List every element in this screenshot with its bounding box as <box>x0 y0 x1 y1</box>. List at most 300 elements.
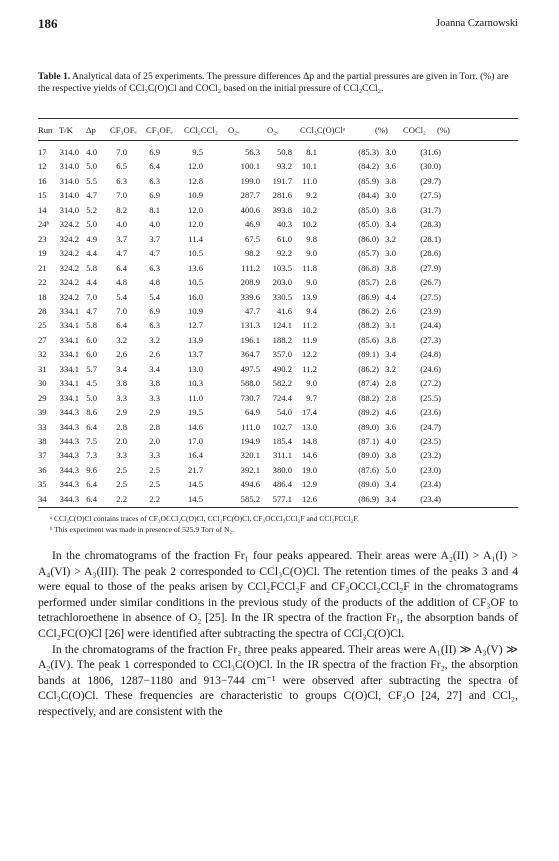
table-cell: 100.1 <box>240 161 260 172</box>
table-cell: 13.0 <box>187 363 203 374</box>
table-cell: 21.7 <box>187 464 203 475</box>
table-cell: 3.4 <box>385 349 396 360</box>
table-cell: (86.0) <box>358 233 379 244</box>
table-cell: 124.1 <box>272 320 292 331</box>
table-cell: 111.0 <box>241 421 260 432</box>
page-number: 186 <box>38 16 58 31</box>
table-cell: 2.8 <box>149 421 160 432</box>
table-cell: 324.2 <box>59 262 79 273</box>
table-cell: 4.0 <box>149 219 160 230</box>
table-cell: 30 <box>38 378 47 389</box>
table-cell: 10.2 <box>301 219 317 230</box>
table-cell: 13.0 <box>301 421 317 432</box>
table-cell: (87.6) <box>358 464 379 475</box>
table-row <box>0 393 559 404</box>
table-cell: 334.1 <box>59 349 79 360</box>
table-cell: 324.2 <box>59 277 79 288</box>
table-cell: (89.0) <box>358 450 379 461</box>
table-cell: (89.0) <box>358 421 379 432</box>
table-cell: 4.9 <box>86 233 97 244</box>
table-cell: 14.6 <box>301 450 317 461</box>
table-cell: 2.6 <box>149 349 160 360</box>
table-cell: 3.3 <box>149 450 160 461</box>
table-cell: 35 <box>38 479 47 490</box>
table-cell: 7.5 <box>86 436 97 446</box>
table-cell: 6.3 <box>149 320 160 331</box>
table-cell: (24.6) <box>420 363 441 374</box>
table-cell: 287.7 <box>240 190 260 201</box>
table-cell: 4.0 <box>116 219 127 230</box>
running-head: Joanna Czarnowski <box>436 18 518 29</box>
table-cell: 4.6 <box>385 407 396 418</box>
table-cell: 38 <box>38 436 47 446</box>
table-cell: 334.1 <box>59 392 79 403</box>
table-cell: 4.8 <box>116 277 127 288</box>
table-cell: 324.2 <box>59 233 79 244</box>
table-cell: 5.0 <box>86 219 97 230</box>
table-cell: 2.6 <box>116 349 127 360</box>
table-cell: (87.4) <box>358 378 379 389</box>
table-cell: 19.0 <box>301 464 317 475</box>
table-cell: 3.7 <box>149 233 160 244</box>
table-cell: 2.9 <box>116 407 127 418</box>
table-cell: 5.5 <box>86 175 97 186</box>
table-cell: 25 <box>38 320 47 331</box>
table-cell: 344.3 <box>59 436 79 446</box>
table-cell: 11.0 <box>302 175 317 186</box>
table-footnotes <box>38 513 518 535</box>
table-cell: 9.7 <box>306 392 317 403</box>
table-cell: 14.5 <box>187 479 203 490</box>
table-cell: 11.8 <box>302 262 317 273</box>
column-header: Δp <box>86 125 96 135</box>
table-cell: 2.0 <box>149 436 160 446</box>
table-cell: 4.7 <box>86 190 97 201</box>
table-label: Table 1. <box>38 71 71 82</box>
table-cell: 2.8 <box>385 378 396 389</box>
table-cell: 17.0 <box>187 436 203 446</box>
table-cell: 344.3 <box>59 493 79 504</box>
table-cell: 5.4 <box>149 291 160 302</box>
table-cell: 16.4 <box>187 450 203 461</box>
table-cell: 8.6 <box>86 407 97 418</box>
table-cell: (27.9) <box>420 262 441 273</box>
table-cell: (30.0) <box>420 161 441 172</box>
table-cell: 194.9 <box>240 436 260 446</box>
table-cell: 3.6 <box>385 421 396 432</box>
table-cell: 17 <box>38 147 47 157</box>
table-cell: 5.0 <box>86 392 97 403</box>
column-header: T/K <box>59 125 73 135</box>
column-header: (%) <box>437 125 450 135</box>
table-row <box>0 176 559 187</box>
table-row <box>0 465 559 476</box>
page-header <box>38 16 518 32</box>
body-text <box>38 548 518 720</box>
table-cell: 3.8 <box>149 378 160 389</box>
table-cell: 18 <box>38 291 47 302</box>
table-cell: 3.6 <box>385 161 396 172</box>
table-cell: 11.0 <box>188 392 203 403</box>
column-header: O₂ₑ <box>228 125 240 135</box>
table-cell: 14 <box>38 204 47 215</box>
column-header: CF₃OFₑ <box>146 125 173 135</box>
table-cell: (85.9) <box>358 175 379 186</box>
table-cell: 10.2 <box>301 204 317 215</box>
table-cell: 23 <box>38 233 47 244</box>
table-caption-text: Analytical data of 25 experiments. The pressure differences Δp and the partial pressures are given in Torr. (%) are the respective yields of CCl₃C(O)Cl and COCl₂ based on the initial pressure of CCl₂CCl₂. <box>38 71 509 94</box>
table-cell: 324.2 <box>59 291 79 302</box>
table-cell: 12.0 <box>187 219 203 230</box>
table-cell: 5.8 <box>86 262 97 273</box>
table-cell: 41.6 <box>276 305 292 316</box>
table-row <box>0 494 559 505</box>
table-cell: 6.5 <box>116 161 127 172</box>
table-cell: 54.0 <box>276 407 292 418</box>
table-cell: 3.2 <box>385 363 396 374</box>
table-cell: 203.0 <box>272 277 292 288</box>
table-cell: 14.6 <box>187 421 203 432</box>
table-cell: 15 <box>38 190 47 201</box>
table-row <box>0 436 559 447</box>
column-header: O₂ₑ <box>267 125 279 135</box>
table-cell: 36 <box>38 464 47 475</box>
table-cell: 199.0 <box>240 175 260 186</box>
table-cell: 3.8 <box>385 204 396 215</box>
table-cell: (85.6) <box>358 334 379 345</box>
table-cell: (24.7) <box>420 421 441 432</box>
table-cell: 3.1 <box>385 320 396 331</box>
table-cell: 324.2 <box>59 219 79 230</box>
table-cell: (84.4) <box>358 190 379 201</box>
table-cell: 5.0 <box>86 161 97 172</box>
table-cell: 330.5 <box>272 291 292 302</box>
table-cell: 9.0 <box>306 277 317 288</box>
table-cell: 3.4 <box>385 479 396 490</box>
table-cell: 13.9 <box>301 291 317 302</box>
table-cell: 4.7 <box>86 305 97 316</box>
table-cell: 7.0 <box>116 147 127 157</box>
table-cell: (27.2) <box>420 378 441 389</box>
table-cell: 92.2 <box>276 248 292 259</box>
table-cell: 27 <box>38 334 47 345</box>
table-cell: 4.4 <box>86 277 97 288</box>
table-row <box>0 306 559 317</box>
table-cell: (85.3) <box>358 147 379 157</box>
table-cell: 6.3 <box>116 175 127 186</box>
table-cell: 11.2 <box>302 363 317 374</box>
table-cell: 3.2 <box>385 233 396 244</box>
table-cell: 3.2 <box>116 334 127 345</box>
table-cell: 2.8 <box>385 392 396 403</box>
table-cell: (24.4) <box>420 320 441 331</box>
table-cell: 10.9 <box>187 305 203 316</box>
paragraph-1: In the chromatograms of the fraction Fr₁ four peaks appeared. Their areas were A₂(II) > A₁(I) > A₄(VI) > A₃(III). The peak 2 corresponded to CCl₃C(O)Cl. The retention times of the peaks 3 and 4 were equal to those of the peaks arisen by CCl₂FCCl₂F and CF₃OCCl₂CCl₂F in the chromatograms performed under similar conditions in the previous study of the products of the addition of CF₃OF to tetrachloroethene in absence of O₂ [25]. In the IR spectra of the fraction Fr₁, the absorption bands of CCl₂FC(O)Cl [26] were identified after subtracting the spectra of CCl₃C(O)Cl. <box>38 549 518 640</box>
table-cell: 4.4 <box>86 248 97 259</box>
table-cell: 5.4 <box>116 291 127 302</box>
table-cell: 334.1 <box>59 320 79 331</box>
table-cell: (89.0) <box>358 479 379 490</box>
table-cell: 4.4 <box>385 291 396 302</box>
table-cell: 4.8 <box>149 277 160 288</box>
table-cell: (23.6) <box>420 407 441 418</box>
table-cell: 344.3 <box>59 479 79 490</box>
table-cell: (28.1) <box>420 233 441 244</box>
table-cell: 3.4 <box>385 219 396 230</box>
table-cell: 6.4 <box>86 479 97 490</box>
table-cell: 9.2 <box>306 190 317 201</box>
table-cell: 7.3 <box>86 450 97 461</box>
table-cell: 111.2 <box>241 262 260 273</box>
table-cell: 5.7 <box>86 363 97 374</box>
table-row <box>0 263 559 274</box>
table-row <box>0 422 559 433</box>
table-cell: 3.7 <box>116 233 127 244</box>
table-cell: 28 <box>38 305 47 316</box>
table-cell: 9.0 <box>306 248 317 259</box>
table-cell: 494.6 <box>240 479 260 490</box>
table-cell: 2.2 <box>116 493 127 504</box>
table-cell: 50.8 <box>276 147 292 157</box>
table-cell: 344.3 <box>59 421 79 432</box>
table-cell: 11.2 <box>302 320 317 331</box>
table-cell: (27.3) <box>420 334 441 345</box>
table-cell: 10.5 <box>187 248 203 259</box>
table-cell: 344.3 <box>59 450 79 461</box>
table-cell: 3.4 <box>385 493 396 504</box>
table-row <box>0 234 559 245</box>
table-row <box>0 320 559 331</box>
table-cell: 6.4 <box>116 320 127 331</box>
table-row <box>0 190 559 201</box>
table-cell: 9.5 <box>192 147 203 157</box>
table-cell: 3.3 <box>116 392 127 403</box>
table-cell: 344.3 <box>59 464 79 475</box>
table-cell: 12.0 <box>187 161 203 172</box>
table-cell: 3.3 <box>116 450 127 461</box>
table-cell: 8.1 <box>149 204 160 215</box>
table-cell: 12.6 <box>301 493 317 504</box>
table-row <box>0 161 559 172</box>
table-cell: 339.6 <box>240 291 260 302</box>
table-row <box>0 335 559 346</box>
table-cell: 14.5 <box>187 493 203 504</box>
table-cell: 490.2 <box>272 363 292 374</box>
table-cell: 12.9 <box>301 479 317 490</box>
table-row <box>0 364 559 375</box>
table-cell: 2.5 <box>116 464 127 475</box>
table-cell: 6.3 <box>149 262 160 273</box>
table-cell: 2.5 <box>149 464 160 475</box>
column-header: (%) <box>375 125 388 135</box>
table-cell: 5.2 <box>86 204 97 215</box>
table-cell: 3.0 <box>385 147 396 157</box>
table-caption <box>38 71 518 95</box>
table-cell: 10.3 <box>187 378 203 389</box>
table-cell: 34 <box>38 493 47 504</box>
table-cell: (26.7) <box>420 277 441 288</box>
table-cell: 64.9 <box>244 407 260 418</box>
table-cell: 324.2 <box>59 248 79 259</box>
table-cell: 3.8 <box>385 450 396 461</box>
table-cell: 380.0 <box>272 464 292 475</box>
table-cell: 311.1 <box>272 450 292 461</box>
table-cell: 10.1 <box>301 161 317 172</box>
table-cell: 11.9 <box>302 334 317 345</box>
table-cell: 13.9 <box>187 334 203 345</box>
table-cell: 3.3 <box>149 392 160 403</box>
table-cell: (29.7) <box>420 175 441 186</box>
table-cell: 6.0 <box>86 334 97 345</box>
table-cell: 19 <box>38 248 47 259</box>
table-cell: 40.3 <box>276 219 292 230</box>
table-cell: 281.6 <box>272 190 292 201</box>
table-cell: 2.9 <box>149 407 160 418</box>
table-cell: 314.0 <box>59 175 79 186</box>
table-cell: 314.0 <box>59 204 79 215</box>
table-cell: 2.5 <box>116 479 127 490</box>
column-header: CCl₂CCl₂ <box>184 125 218 135</box>
table-cell: (85.7) <box>358 277 379 288</box>
table-cell: 13.6 <box>187 262 203 273</box>
table-cell: 6.4 <box>116 262 127 273</box>
table-cell: 486.4 <box>272 479 292 490</box>
table-cell: 16 <box>38 175 47 186</box>
table-cell: (89.2) <box>358 407 379 418</box>
table-top-rule <box>38 118 518 119</box>
table-row <box>0 248 559 259</box>
table-cell: 13.7 <box>187 349 203 360</box>
table-cell: 3.8 <box>116 378 127 389</box>
table-cell: 16.0 <box>187 291 203 302</box>
table-cell: 314.0 <box>59 161 79 172</box>
column-header: COCl₂ <box>403 125 427 135</box>
table-cell: 93.2 <box>276 161 292 172</box>
table-cell: 2.6 <box>385 305 396 316</box>
table-cell: 6.4 <box>86 421 97 432</box>
table-cell: 9.8 <box>306 233 317 244</box>
table-cell: 67.5 <box>244 233 260 244</box>
table-cell: 5.8 <box>86 320 97 331</box>
table-cell: (86.8) <box>358 262 379 273</box>
table-cell: (28.6) <box>420 248 441 259</box>
table-row <box>0 378 559 389</box>
table-cell: 3.8 <box>385 262 396 273</box>
table-cell: (89.1) <box>358 349 379 360</box>
column-header: Run <box>38 125 53 135</box>
table-cell: 8.2 <box>116 204 127 215</box>
table-row <box>0 219 559 230</box>
table-cell: 12.2 <box>301 349 317 360</box>
table-cell: 3.4 <box>149 363 160 374</box>
table-cell: 2.5 <box>149 479 160 490</box>
table-cell: 131.3 <box>240 320 260 331</box>
table-cell: 9.0 <box>306 378 317 389</box>
table-cell: 3.8 <box>385 334 396 345</box>
table-row <box>0 349 559 360</box>
table-cell: 39 <box>38 407 47 418</box>
table-cell: (88.2) <box>358 320 379 331</box>
table-cell: (87.1) <box>358 436 379 446</box>
footnote-a: ᵃ CCl₃C(O)Cl contains traces of CF₃OCCl₂C(O)Cl, CCl₂FC(O)Cl, CF₃OCCl₂CCl₂F and CCl₂FCCl₂F. <box>50 514 359 523</box>
table-cell: (23.2) <box>420 450 441 461</box>
table-cell: 314.0 <box>59 147 79 157</box>
table-cell: 12.7 <box>187 320 203 331</box>
table-cell: (85.0) <box>358 219 379 230</box>
table-cell: (86.2) <box>358 305 379 316</box>
table-cell: 9.4 <box>306 305 317 316</box>
table-cell: 497.5 <box>240 363 260 374</box>
table-cell: 334.1 <box>59 305 79 316</box>
table-cell: 3.4 <box>116 363 127 374</box>
table-cell: 19.5 <box>187 407 203 418</box>
table-cell: 588.0 <box>240 378 260 389</box>
table-cell: 7.0 <box>116 305 127 316</box>
table-cell: 4.7 <box>149 248 160 259</box>
table-cell: 61.0 <box>276 233 292 244</box>
table-cell: (86.2) <box>358 363 379 374</box>
table-cell: 8.1 <box>306 147 317 157</box>
table-cell: 3.0 <box>385 190 396 201</box>
paragraph-2: In the chromatograms of the fraction Fr₂ three peaks appeared. Their areas were A₁(II) ≫ A₃(V) ≫ A₂(IV). The peak 1 corresponded to CCl₃C(O)Cl. In the IR spectra of the fraction Fr₂, the absorption bands at 1806, 1287−1180 and 913−744 cm⁻¹ were observed after subtracting the spectra of CCl₃C(O)Cl. These frequencies are characteristic to groups C(O)Cl, CF₃O [24, 27] and CCl₂, respectively, and are consistent with the <box>38 642 518 718</box>
table-cell: 208.9 <box>240 277 260 288</box>
footnote-b: ᵇ This experiment was made in presence of 525.9 Torr of N₂. <box>50 525 235 534</box>
table-row <box>0 277 559 288</box>
table-cell: (85.0) <box>358 204 379 215</box>
table-cell: 6.9 <box>149 147 160 157</box>
table-cell: (84.2) <box>358 161 379 172</box>
table-cell: 314.0 <box>59 190 79 201</box>
table-cell: (23.9) <box>420 305 441 316</box>
table-cell: 185.4 <box>272 436 292 446</box>
table-cell: 31 <box>38 363 47 374</box>
table-row <box>0 407 559 418</box>
table-cell: 102.7 <box>272 421 292 432</box>
table-cell: 6.3 <box>149 175 160 186</box>
table-cell: 334.1 <box>59 334 79 345</box>
table-cell: 6.0 <box>86 349 97 360</box>
table-cell: 11.4 <box>188 233 203 244</box>
table-cell: (27.5) <box>420 190 441 201</box>
table-cell: 393.8 <box>272 204 292 215</box>
table-cell: (85.7) <box>358 248 379 259</box>
table-cell: (86.9) <box>358 291 379 302</box>
table-cell: 98.2 <box>244 248 260 259</box>
table-cell: 188.2 <box>272 334 292 345</box>
table-cell: 3.8 <box>385 175 396 186</box>
table-header-rule <box>38 140 518 141</box>
table-row <box>0 292 559 303</box>
table-cell: 56.3 <box>244 147 260 157</box>
table-cell: 33 <box>38 421 47 432</box>
table-cell: 2.2 <box>149 493 160 504</box>
table-cell: (31.6) <box>420 147 441 157</box>
table-cell: 4.0 <box>385 436 396 446</box>
table-cell: (31.7) <box>420 204 441 215</box>
table-cell: (25.5) <box>420 392 441 403</box>
table-cell: 12 <box>38 161 47 172</box>
table-cell: 12.8 <box>187 175 203 186</box>
table-cell: 2.0 <box>116 436 127 446</box>
table-cell: 9.6 <box>86 464 97 475</box>
table-cell: 6.4 <box>86 493 97 504</box>
table-cell: 32 <box>38 349 47 360</box>
table-cell: 24ᵇ <box>38 219 50 230</box>
table-cell: 724.4 <box>272 392 292 403</box>
table-cell: 2.8 <box>116 421 127 432</box>
table-row <box>0 205 559 216</box>
table-cell: 47.7 <box>244 305 260 316</box>
